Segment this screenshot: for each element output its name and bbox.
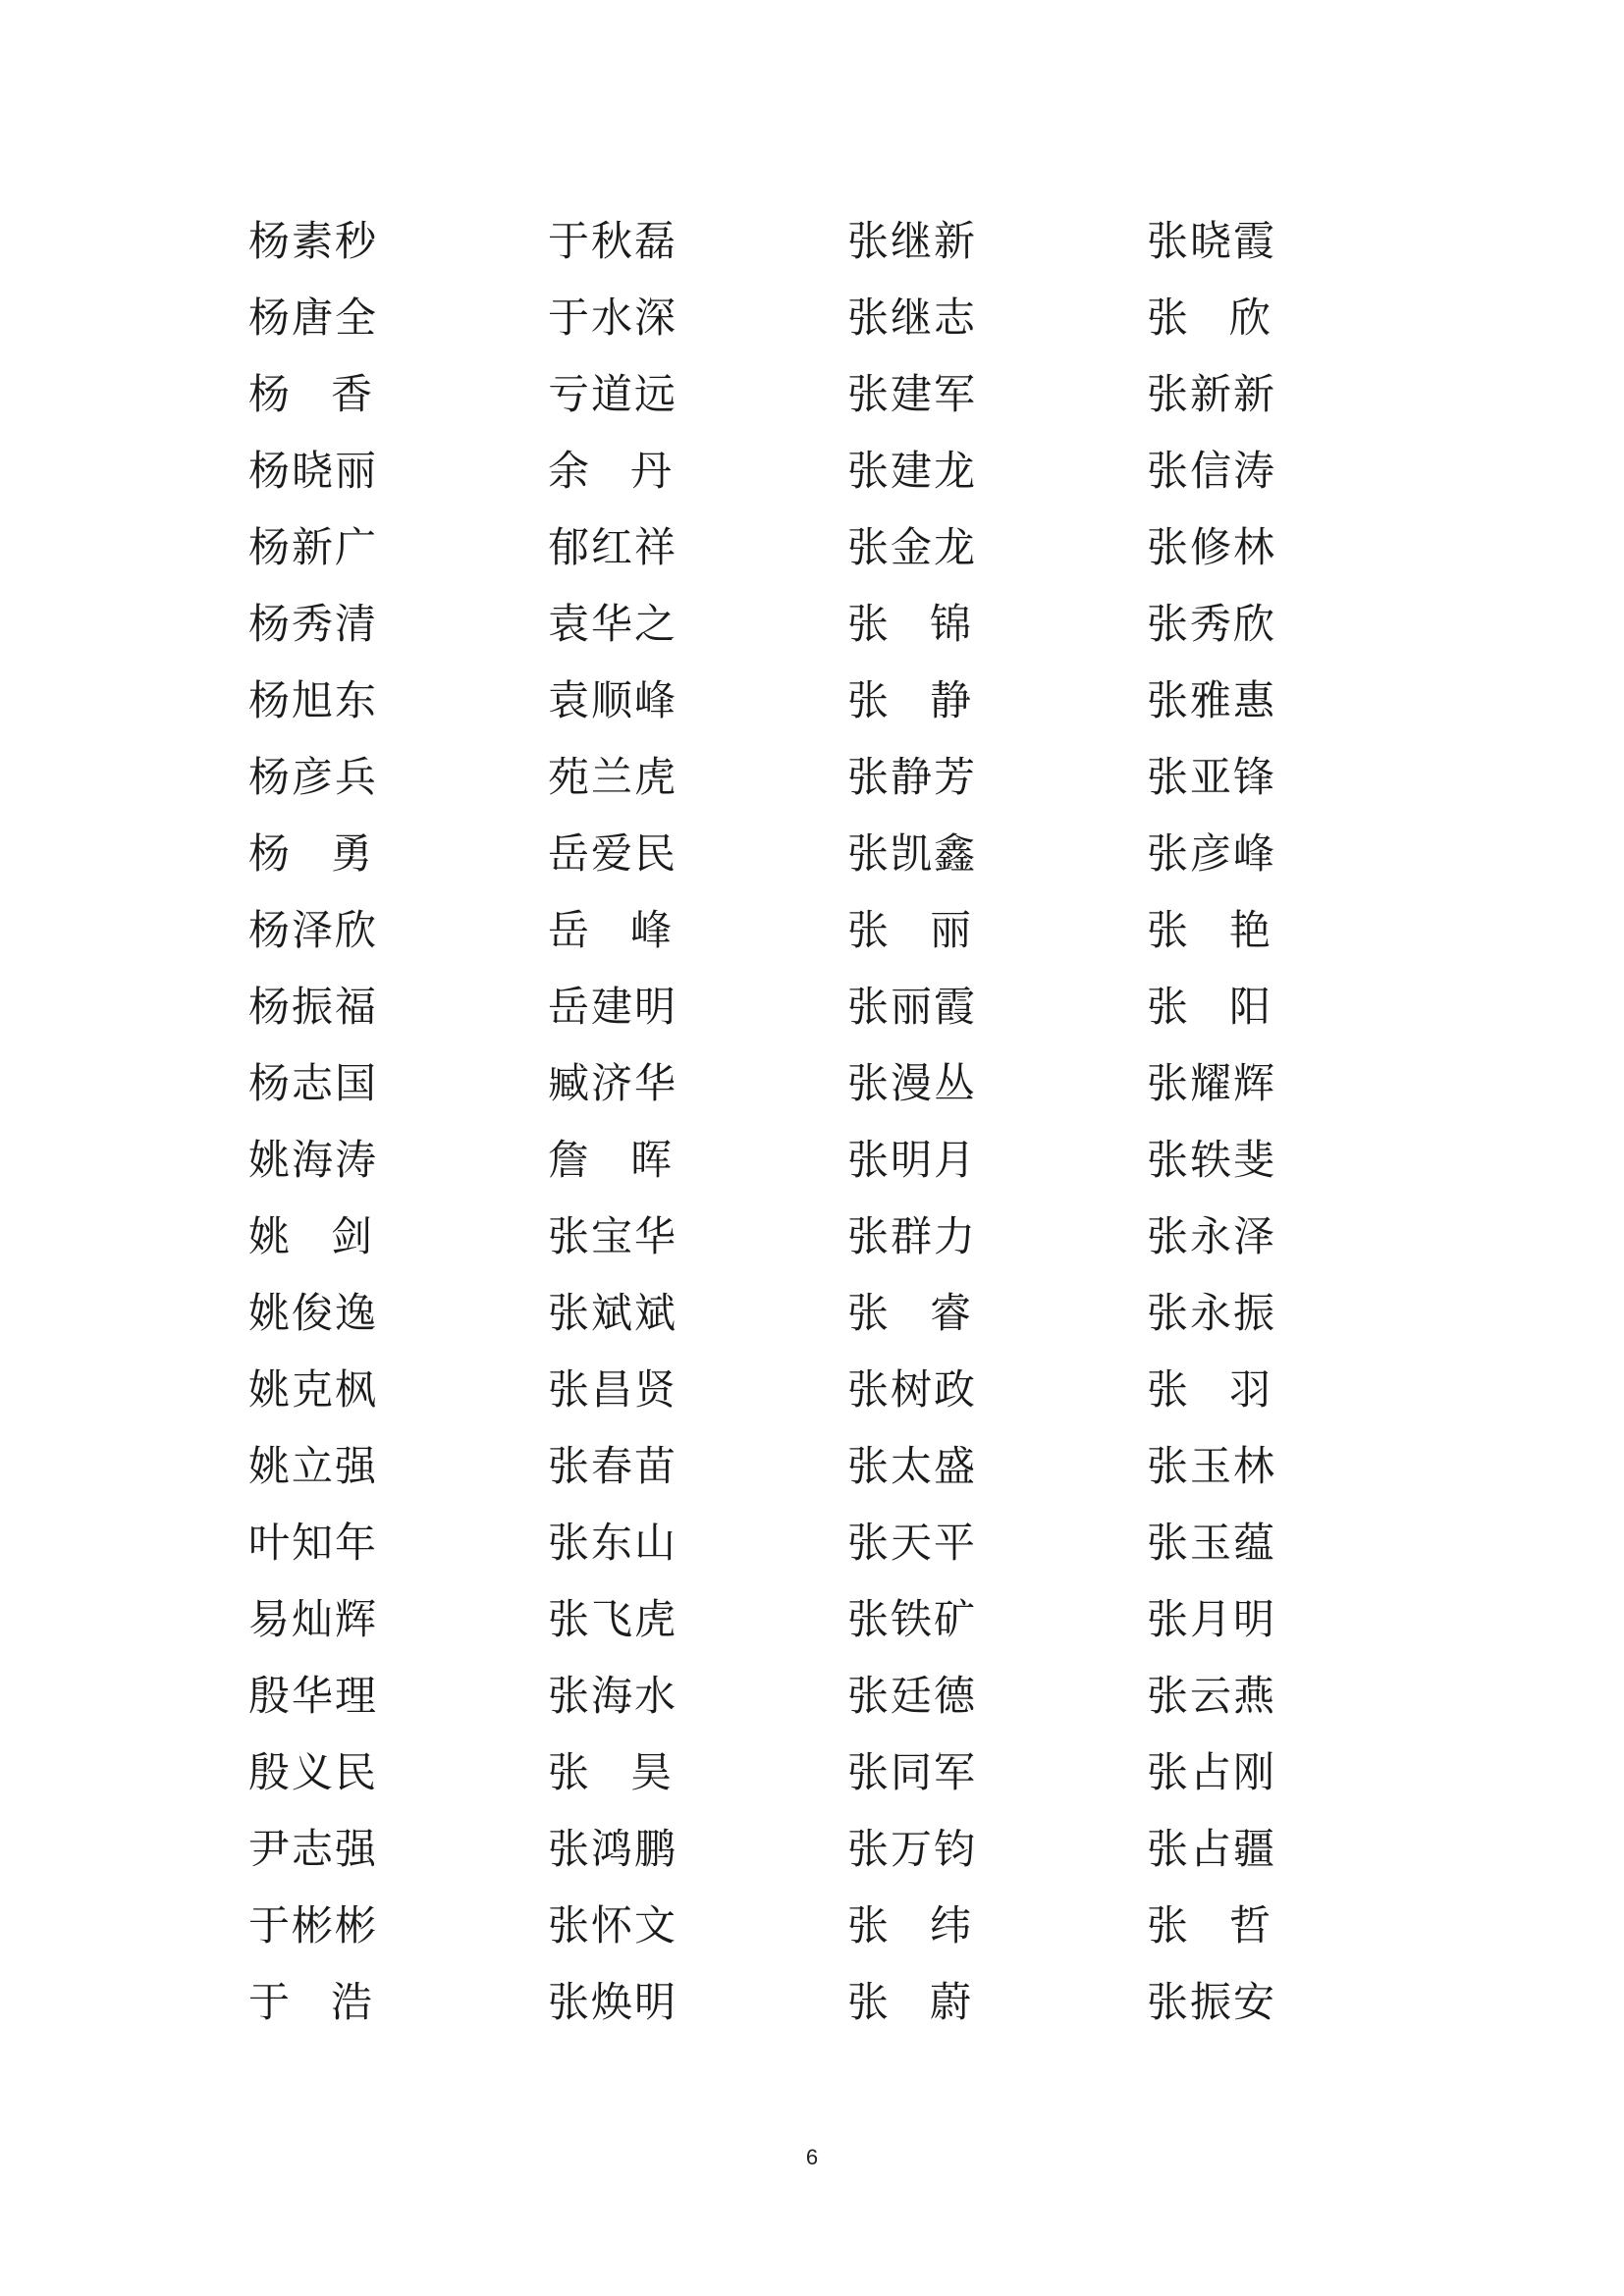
name-entry: [1147, 289, 1272, 347]
name-char: 张: [847, 600, 892, 648]
name-entry: 张昌贤: [548, 1365, 678, 1414]
name-entry: 张斌斌: [548, 1289, 678, 1337]
name-entry: 杨振福: [248, 983, 379, 1031]
name-entry: 张轶斐: [1147, 1136, 1277, 1184]
name-entry: 臧济华: [548, 1059, 678, 1107]
name-entry: 张永振: [1147, 1289, 1277, 1337]
name-entry: [847, 595, 973, 654]
name-char: 张: [847, 676, 892, 724]
name-char: 欣: [1228, 294, 1272, 342]
name-entry: 张云燕: [1147, 1672, 1277, 1720]
name-entry: [248, 365, 374, 424]
name-entry: 张新新: [1147, 370, 1277, 418]
name-char: 静: [929, 676, 973, 724]
name-entry: 张彦峰: [1147, 829, 1277, 878]
name-entry: 张继志: [847, 294, 978, 342]
name-char: 蔚: [929, 1978, 973, 2026]
name-entry: 姚克枫: [248, 1365, 379, 1414]
name-entry: 岳爱民: [548, 829, 678, 878]
name-entry: [548, 1131, 674, 1190]
name-char: 勇: [330, 829, 374, 878]
name-entry: 殷义民: [248, 1748, 379, 1796]
name-entry: 袁顺峰: [548, 676, 678, 724]
name-char: 张: [847, 1978, 892, 2026]
name-entry: [1147, 901, 1272, 960]
name-entry: 岳建明: [548, 983, 678, 1031]
name-char: 姚: [248, 1212, 293, 1260]
name-entry: 姚俊逸: [248, 1289, 379, 1337]
name-entry: 张焕明: [548, 1978, 678, 2026]
name-entry: 易灿辉: [248, 1595, 379, 1643]
name-char: 詹: [548, 1136, 592, 1184]
name-entry: 张继新: [847, 217, 978, 265]
name-entry: 杨秀清: [248, 600, 379, 648]
name-entry: [1147, 1361, 1272, 1419]
name-entry: 叶知年: [248, 1519, 379, 1567]
name-char: 剑: [330, 1212, 374, 1260]
name-entry: 张信涛: [1147, 447, 1277, 495]
name-char: 张: [847, 906, 892, 954]
name-entry: [1147, 978, 1272, 1037]
name-entry: 张振安: [1147, 1978, 1277, 2026]
name-entry: [847, 1284, 973, 1343]
name-char: 张: [1147, 1365, 1191, 1414]
name-char: 张: [1147, 1901, 1191, 1949]
name-entry: 张永泽: [1147, 1212, 1277, 1260]
name-entry: 张铁矿: [847, 1595, 978, 1643]
name-entry: [248, 1207, 374, 1266]
name-entry: 殷华理: [248, 1672, 379, 1720]
name-entry: 张鸿鹏: [548, 1825, 678, 1873]
name-entry: 张凯鑫: [847, 829, 978, 878]
name-entry: 杨志国: [248, 1059, 379, 1107]
name-entry: 苑兰虎: [548, 753, 678, 801]
name-entry: 张占刚: [1147, 1748, 1277, 1796]
name-char: 艳: [1228, 906, 1272, 954]
name-entry: 张金龙: [847, 523, 978, 571]
name-entry: 张雅惠: [1147, 676, 1277, 724]
name-char: 杨: [248, 370, 293, 418]
name-char: 张: [847, 1289, 892, 1337]
name-char: 羽: [1228, 1365, 1272, 1414]
name-entry: 张天平: [847, 1519, 978, 1567]
name-entry: 张亚锋: [1147, 753, 1277, 801]
name-entry: 张群力: [847, 1212, 978, 1260]
name-char: 于: [248, 1978, 293, 2026]
name-char: 浩: [330, 1978, 374, 2026]
name-entry: 姚立强: [248, 1442, 379, 1490]
page-number: 6: [805, 2145, 819, 2169]
name-char: 锦: [929, 600, 973, 648]
name-char: 丹: [629, 447, 674, 495]
name-char: 张: [548, 1748, 592, 1796]
name-char: 张: [1147, 294, 1191, 342]
name-entry: 张漫丛: [847, 1059, 978, 1107]
name-entry: 张月明: [1147, 1595, 1277, 1643]
name-entry: 张建军: [847, 370, 978, 418]
name-entry: [1147, 1896, 1272, 1955]
name-entry: 杨晓丽: [248, 447, 379, 495]
name-entry: 张晓霞: [1147, 217, 1277, 265]
name-entry: 张明月: [847, 1136, 978, 1184]
name-entry: 杨泽欣: [248, 906, 379, 954]
name-char: 香: [330, 370, 374, 418]
name-entry: 亏道远: [548, 370, 678, 418]
name-entry: 张丽霞: [847, 983, 978, 1031]
name-entry: 张万钧: [847, 1825, 978, 1873]
name-entry: 张秀欣: [1147, 600, 1277, 648]
name-entry: [548, 442, 674, 501]
name-entry: 张东山: [548, 1519, 678, 1567]
name-entry: 张怀文: [548, 1901, 678, 1949]
name-char: 丽: [929, 906, 973, 954]
name-entry: [847, 1973, 973, 2032]
name-entry: [548, 901, 674, 960]
name-entry: 于水深: [548, 294, 678, 342]
name-entry: 张玉林: [1147, 1442, 1277, 1490]
name-entry: [847, 901, 973, 960]
name-entry: 张修林: [1147, 523, 1277, 571]
name-entry: 张飞虎: [548, 1595, 678, 1643]
name-entry: 张廷德: [847, 1672, 978, 1720]
name-entry: 张玉蕴: [1147, 1519, 1277, 1567]
name-entry: [847, 671, 973, 730]
name-entry: 袁华之: [548, 600, 678, 648]
name-entry: 张静芳: [847, 753, 978, 801]
name-char: 睿: [929, 1289, 973, 1337]
name-entry: 张耀辉: [1147, 1059, 1277, 1107]
name-char: 晖: [629, 1136, 674, 1184]
name-entry: 姚海涛: [248, 1136, 379, 1184]
name-entry: 张树政: [847, 1365, 978, 1414]
name-char: 余: [548, 447, 592, 495]
name-char: 张: [1147, 983, 1191, 1031]
name-entry: [248, 825, 374, 883]
name-entry: 张占疆: [1147, 1825, 1277, 1873]
name-entry: [548, 1743, 674, 1802]
name-entry: 张建龙: [847, 447, 978, 495]
name-entry: 于彬彬: [248, 1901, 379, 1949]
name-entry: 杨素秒: [248, 217, 379, 265]
name-entry: 张宝华: [548, 1212, 678, 1260]
name-char: 峰: [629, 906, 674, 954]
name-entry: 张春苗: [548, 1442, 678, 1490]
name-char: 昊: [629, 1748, 674, 1796]
name-char: 岳: [548, 906, 592, 954]
name-entry: 张太盛: [847, 1442, 978, 1490]
name-entry: 郁红祥: [548, 523, 678, 571]
name-entry: 杨新广: [248, 523, 379, 571]
name-entry: 张同军: [847, 1748, 978, 1796]
name-char: 哲: [1228, 1901, 1272, 1949]
name-entry: 杨旭东: [248, 676, 379, 724]
name-list-grid: [248, 212, 1368, 2050]
name-entry: 于秋磊: [548, 217, 678, 265]
name-char: 张: [1147, 906, 1191, 954]
name-char: 张: [847, 1901, 892, 1949]
name-entry: 杨唐全: [248, 294, 379, 342]
name-entry: [847, 1896, 973, 1955]
name-char: 纬: [929, 1901, 973, 1949]
name-char: 杨: [248, 829, 293, 878]
name-entry: 尹志强: [248, 1825, 379, 1873]
name-char: 阳: [1228, 983, 1272, 1031]
name-entry: 杨彦兵: [248, 753, 379, 801]
name-entry: 张海水: [548, 1672, 678, 1720]
name-entry: [248, 1973, 374, 2032]
